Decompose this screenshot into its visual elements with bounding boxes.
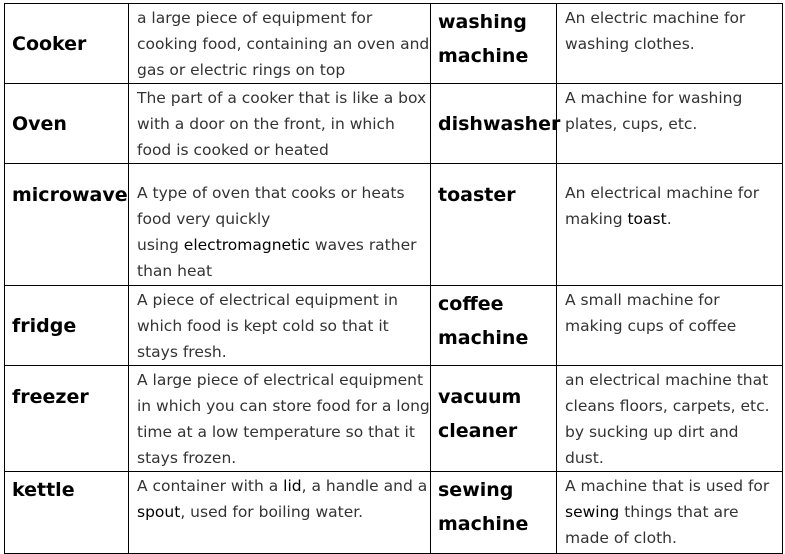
definition-microwave-text: waves rather than heat [137,236,417,280]
definition-microwave-line1: A type of oven that cooks or heats food very quickly [137,184,405,228]
table-row [5,472,783,554]
definition-washing-machine: An electric machine for washing clothes. [557,4,783,84]
definition-kettle [129,472,431,554]
term-freezer: freezer [5,366,129,472]
definition-cooker: a large piece of equipment for cooking food, containing an oven and gas or electric rings on top [129,4,431,84]
definition-sewing-machine [557,472,783,554]
definition-toaster-text: . [666,210,672,228]
table-row [5,286,783,366]
term-cooker: Cooker [5,4,129,84]
term-oven: Oven [5,84,129,164]
definition-microwave-text: using [137,236,184,254]
definition-toaster-keyword: toast [627,210,667,228]
term-sewing-machine: sewing machine [431,472,557,554]
definition-toaster [557,164,783,286]
term-kettle: kettle [5,472,129,554]
term-washing-machine: washing machine [431,4,557,84]
definition-sewing-machine-text: A machine that is used for [565,477,770,495]
vocabulary-table [4,3,783,554]
definition-toaster-text: An electrical machine for making [565,184,760,228]
term-microwave: microwave [5,164,129,286]
definition-kettle-text: , a handle and a [301,477,428,495]
table-row [5,366,783,472]
term-fridge: fridge [5,286,129,366]
table-row [5,4,783,84]
table-row [5,84,783,164]
term-coffee-machine: coffee machine [431,286,557,366]
term-vacuum-cleaner: vacuum cleaner [431,366,557,472]
definition-freezer: A large piece of electrical equipment in which you can store food for a long time at a low temperature so that it stays frozen. [129,366,431,472]
definition-sewing-machine-keyword: sewing [565,503,620,521]
definition-kettle-text: A container with a [137,477,284,495]
definition-kettle-keyword: spout [137,503,181,521]
definition-dishwasher: A machine for washing plates, cups, etc. [557,84,783,164]
definition-oven: The part of a cooker that is like a box with a door on the front, in which food is cooked or heated [129,84,431,164]
definition-coffee-machine: A small machine for making cups of coffee [557,286,783,366]
definition-microwave [129,164,431,286]
definition-vacuum-cleaner: an electrical machine that cleans floors, carpets, etc. by sucking up dirt and dust. [557,366,783,472]
definition-sewing-machine-text: things that are made of cloth. [565,503,739,547]
definition-microwave-keyword: electromagnetic [183,236,310,254]
table-row [5,164,783,286]
definition-kettle-text: , used for boiling water. [180,503,364,521]
definition-fridge: A piece of electrical equipment in which food is kept cold so that it stays fresh. [129,286,431,366]
definition-kettle-keyword: lid [283,477,302,495]
term-dishwasher: dishwasher [431,84,557,164]
term-toaster: toaster [431,164,557,286]
